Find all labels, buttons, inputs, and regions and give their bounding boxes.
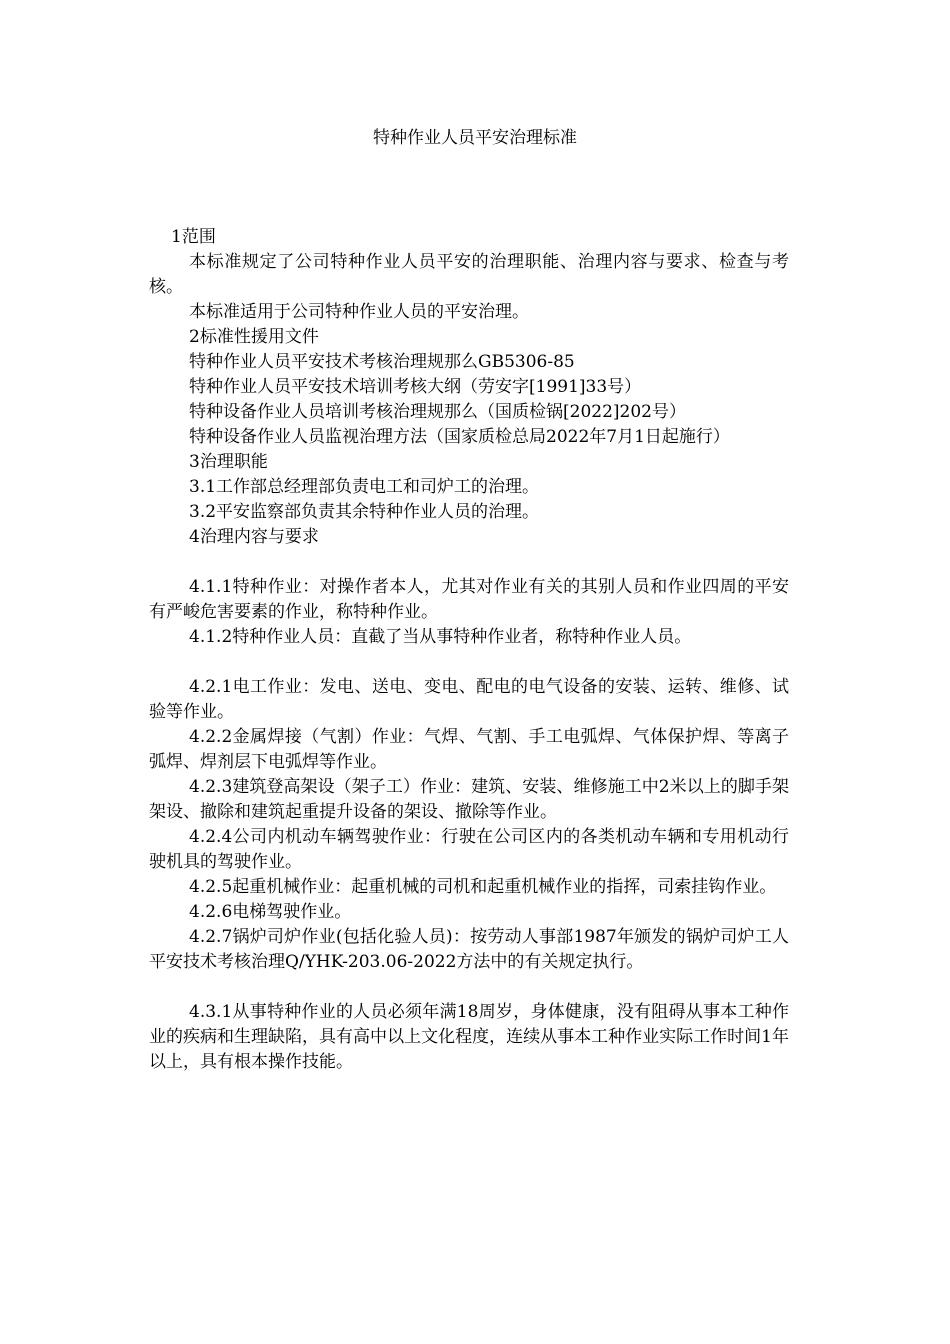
paragraph: 4.2.7锅炉司炉作业(包括化验人员)：按劳动人事部1987年颁发的锅炉司炉工人平安技术考核治理Q/YHK-203.06-2022方法中的有关规定执行。 — [149, 927, 789, 972]
document-title: 特种作业人员平安治理标准 — [373, 128, 577, 148]
paragraph: 4.2.4公司内机动车辆驾驶作业：行驶在公司区内的各类机动车辆和专用机动行驶机具的驾驶作业。 — [149, 827, 789, 872]
paragraph: 4.2.6电梯驾驶作业。 — [189, 902, 352, 922]
paragraph: 4.2.1电工作业：发电、送电、变电、配电的电气设备的安装、运转、维修、试验等作业。 — [149, 677, 789, 722]
paragraph: 4.3.1从事特种作业的人员必须年满18周岁，身体健康，没有阻碍从事本工种作业的疾病和生理缺陷，具有高中以上文化程度，连续从事本工种作业实际工作时间1年以上，具有根本操作技能。 — [149, 1002, 789, 1072]
paragraph: 本标准适用于公司特种作业人员的平安治理。 — [189, 302, 529, 322]
reference-item: 特种作业人员平安技术考核治理规那么GB5306-85 — [189, 352, 575, 372]
paragraph: 3.2平安监察部负责其余特种作业人员的治理。 — [189, 502, 540, 522]
document-body — [149, 225, 789, 1075]
reference-item: 特种设备作业人员监视治理方法（国家质检总局2022年7月1日起施行） — [189, 427, 730, 447]
paragraph: 4.1.1特种作业：对操作者本人，尤其对作业有关的其别人员和作业四周的平安有严峻危害要素的作业，称特种作业。 — [149, 577, 789, 622]
section-heading-references: 2标准性援用文件 — [189, 327, 319, 347]
paragraph: 4.1.2特种作业人员：直截了当从事特种作业者，称特种作业人员。 — [189, 627, 692, 647]
paragraph: 本标准规定了公司特种作业人员平安的治理职能、治理内容与要求、检查与考核。 — [149, 252, 789, 297]
section-heading-content: 4治理内容与要求 — [189, 527, 319, 547]
paragraph: 4.2.3建筑登高架设（架子工）作业：建筑、安装、维修施工中2米以上的脚手架架设、撤除和建筑起重提升设备的架设、撤除等作业。 — [149, 777, 789, 822]
section-heading-functions: 3治理职能 — [189, 452, 268, 472]
paragraph: 3.1工作部总经理部负责电工和司炉工的治理。 — [189, 477, 540, 497]
section-heading-scope: 1范围 — [171, 227, 216, 247]
paragraph: 4.2.2金属焊接（气割）作业：气焊、气割、手工电弧焊、气体保护焊、等离子弧焊、焊剂层下电弧焊等作业。 — [149, 727, 789, 772]
paragraph: 4.2.5起重机械作业：起重机械的司机和起重机械作业的指挥，司索挂钩作业。 — [189, 877, 777, 897]
reference-item: 特种作业人员平安技术培训考核大纲（劳安字[1991]33号） — [189, 377, 642, 397]
reference-item: 特种设备作业人员培训考核治理规那么（国质检锅[2022]202号） — [189, 402, 686, 422]
